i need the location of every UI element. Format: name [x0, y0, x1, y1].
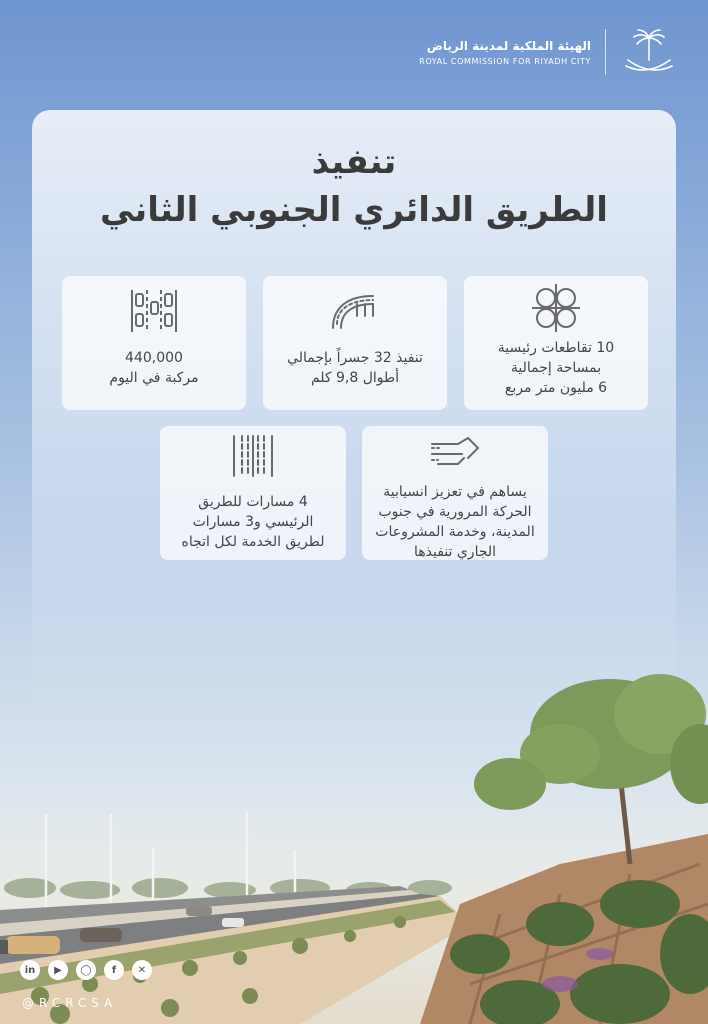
social-handle: @RCRCSA: [22, 996, 118, 1010]
facebook-icon[interactable]: f: [104, 960, 124, 980]
palm-swords-emblem-icon: [620, 26, 678, 78]
org-name-arabic: الهيئة الملكية لمدينة الرياض: [426, 38, 591, 53]
tile-interchanges: [464, 276, 648, 410]
tile-lanes-text: 4 مسارات للطريق الرئيسي و3 مسارات لطريق الخدمة لكل اتجاه: [181, 494, 325, 550]
lanes-icon: [231, 432, 275, 480]
youtube-icon[interactable]: ▶: [48, 960, 68, 980]
tile-traffic-flow-text: يساهم في تعزيز انسيابية الحركة المرورية في جنوب المدينة، وخدمة المشروعات الجاري تنفيذها: [375, 484, 535, 560]
tile-bridges: [263, 276, 447, 410]
bridge-icon: [327, 288, 383, 332]
tile-traffic-flow: [362, 426, 548, 560]
traffic-flow-icon: [428, 434, 482, 472]
instagram-icon[interactable]: ◯: [76, 960, 96, 980]
interchange-icon: [528, 282, 584, 334]
org-logo: [419, 26, 678, 78]
org-name: [419, 39, 591, 66]
logo-divider: [605, 29, 606, 75]
title-line-1: تنفيذ: [311, 142, 397, 182]
tile-bridges-text: تنفيذ 32 جسراً بإجمالي أطوال 9,8 كلم: [287, 350, 423, 386]
linkedin-icon[interactable]: in: [20, 960, 40, 980]
tile-vehicles: [62, 276, 246, 410]
tile-lanes: [160, 426, 346, 560]
x-icon[interactable]: ✕: [132, 960, 152, 980]
tile-interchanges-text: 10 تقاطعات رئيسية بمساحة إجمالية 6 مليون متر مربع: [497, 340, 615, 396]
org-name-english: ROYAL COMMISSION FOR RIYADH CITY: [419, 56, 591, 66]
vehicles-icon: [129, 288, 179, 334]
tile-vehicles-text: 440,000 مركبة في اليوم: [109, 350, 199, 386]
social-links: [20, 960, 152, 980]
title-line-2: الطريق الدائري الجنوبي الثاني: [100, 190, 608, 230]
